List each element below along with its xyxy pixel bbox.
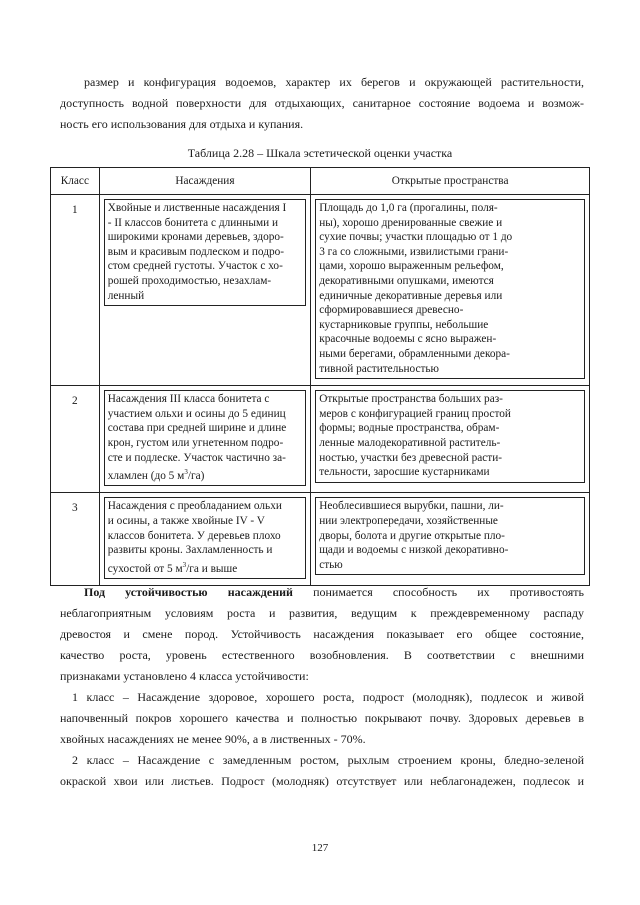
- body-line: [60, 582, 584, 603]
- row-plantings: [99, 493, 310, 586]
- text-line: тивной растительностью: [319, 362, 440, 375]
- body-line: окраской хвои или листьев. Подрост (молодняк) отсутствует или неблагонадежен, подлесок и: [60, 774, 584, 788]
- text-line: Необлесившиеся вырубки, пашни, ли-: [319, 500, 504, 513]
- cell-box: [104, 390, 306, 486]
- table-caption: Таблица 2.28 – Шкала эстетической оценки участка: [187, 146, 453, 160]
- cell-box: [104, 199, 306, 306]
- body-line: качество роста, уровень естественного возобновления. В соответствии с внешними: [60, 648, 584, 662]
- text-line: [108, 558, 302, 576]
- table-row: [51, 493, 590, 586]
- row-open-spaces: [311, 195, 590, 386]
- aesthetic-scale-table: [50, 167, 590, 586]
- class1-paragraph: [60, 687, 584, 750]
- text-line: ленные малодекоративной раститель-: [319, 436, 501, 449]
- intro-line: размер и конфигурация водоемов, характер их берегов и окружающей растительности,: [84, 75, 584, 89]
- text-line: формы; водные пространства, обрам-: [319, 422, 500, 435]
- text-line: ны), хорошо дренированные свежие и: [319, 216, 503, 229]
- intro-line: ность его использования для отдыха и купания.: [60, 117, 304, 131]
- text-line: ленный: [107, 289, 145, 302]
- cell-box: [315, 199, 585, 379]
- body-line: древостоя и смене пород. Устойчивость насаждения показывает его общее состояние,: [60, 627, 584, 641]
- text-line: сформировавшиеся древесно-: [319, 304, 464, 317]
- table-row: [51, 195, 590, 386]
- cell-box: [315, 390, 585, 483]
- text-line: - II классов бонитета с длинными и: [107, 216, 279, 229]
- text-line: сте и подлеске. Участок частично за-: [107, 451, 286, 464]
- text-line: ностью, участки без древесной расти-: [319, 451, 503, 464]
- intro-paragraph: [60, 72, 584, 135]
- row-class: 2: [51, 386, 100, 493]
- row-open-spaces: [311, 493, 590, 586]
- text-line: участием ольхи и осины до 5 единиц: [107, 407, 286, 420]
- body-line: напочвенный покров хорошего качества и полностью покрывают почву. Здоровых деревьев в: [60, 711, 584, 725]
- text-line: меров с конфигурацией границ простой: [319, 407, 511, 420]
- text-line: [108, 465, 302, 483]
- stability-paragraph: [60, 582, 584, 687]
- text-line: дворы, болота и другие открытые пло-: [319, 529, 505, 542]
- row-plantings: [99, 386, 310, 493]
- header-class: Класс: [51, 168, 100, 195]
- row-class: 1: [51, 195, 100, 386]
- text-line: рошей проходимостью, незахлам-: [107, 274, 272, 287]
- page-number: 127: [311, 842, 329, 854]
- intro-line: доступность водной поверхности для отдыхающих, санитарное состояние водоема и возмож-: [60, 96, 584, 110]
- text-line: единичные декоративные деревья или: [319, 289, 503, 302]
- body-line: 1 класс – Насаждение здоровое, хорошего роста, подрост (молодняк), подлесок и живой: [72, 690, 584, 704]
- superscript: 3: [182, 560, 187, 569]
- body-line: 2 класс – Насаждение с замедленным ростом, рыхлым строением кроны, бледно-зеленой: [72, 753, 584, 767]
- text-line: ными берегами, обрамленными декора-: [319, 347, 510, 360]
- text-line: состава при средней ширине и длине: [107, 422, 287, 435]
- header-open-spaces: Открытые пространства: [311, 168, 590, 195]
- text-line: декоративными опушками, имеются: [319, 274, 494, 287]
- text-line: сухие почвы; участки площадью от 1 до: [319, 231, 513, 244]
- text-line: Насаждения с преобладанием ольхи: [107, 500, 282, 513]
- class2-paragraph: [60, 750, 584, 792]
- table-row: [51, 386, 590, 493]
- text-line: Открытые пространства больших раз-: [319, 393, 503, 406]
- cell-box: [315, 497, 585, 575]
- text-line: красочные водоемы с ясно выражен-: [319, 333, 497, 346]
- text-fragment: /га): [187, 469, 205, 482]
- text-fragment: /га и выше: [186, 562, 238, 575]
- text-line: щади и водоемы с низкой декоративно-: [319, 544, 509, 557]
- text-line: и осины, а также хвойные IV - V: [107, 515, 265, 528]
- text-line: крон, густом или угнетенном подро-: [107, 436, 284, 449]
- header-plantings: Насаждения: [99, 168, 310, 195]
- text-fragment: понимается способность их противостоять: [292, 585, 584, 599]
- text-line: стью: [319, 558, 343, 571]
- body-line: хвойных насаждениях не менее 90%, а в лиственных - 70%.: [60, 732, 366, 746]
- text-line: 3 га со сложными, извилистыми грани-: [319, 245, 509, 258]
- text-line: цами, хорошо выраженным рельефом,: [319, 260, 504, 273]
- row-class: 3: [51, 493, 100, 586]
- text-line: классов бонитета. У деревьев плохо: [107, 529, 281, 542]
- body-line: признаками установлено 4 класса устойчивости:: [60, 669, 309, 683]
- text-fragment: сухостой от 5 м: [107, 562, 183, 575]
- term-bold: Под устойчивостью насаждений: [84, 585, 293, 599]
- row-plantings: [99, 195, 310, 386]
- text-line: нии электропередачи, хозяйственные: [319, 515, 498, 528]
- text-line: развиты кроны. Захламленность и: [107, 544, 273, 557]
- text-line: стом средней густоты. Участок с хо-: [107, 260, 283, 273]
- text-line: тельности, заросшие кустарниками: [319, 466, 490, 479]
- row-open-spaces: [311, 386, 590, 493]
- text-line: Хвойные и лиственные насаждения I: [107, 202, 287, 214]
- cell-box: [104, 497, 306, 579]
- text-fragment: хламлен (до 5 м: [107, 469, 185, 482]
- text-line: кустарниковые группы, небольшие: [319, 318, 489, 331]
- table-header-row: [51, 168, 590, 195]
- superscript: 3: [184, 468, 188, 477]
- body-line: неблагоприятным условиям роста и развития, ведущим к преждевременному распаду: [60, 606, 584, 620]
- text-line: Площадь до 1,0 га (прогалины, поля-: [319, 202, 498, 214]
- text-line: вым и красивым подлеском и подро-: [107, 245, 285, 258]
- text-line: Насаждения III класса бонитета с: [107, 393, 270, 406]
- text-line: широкими кронами деревьев, здоро-: [107, 231, 284, 244]
